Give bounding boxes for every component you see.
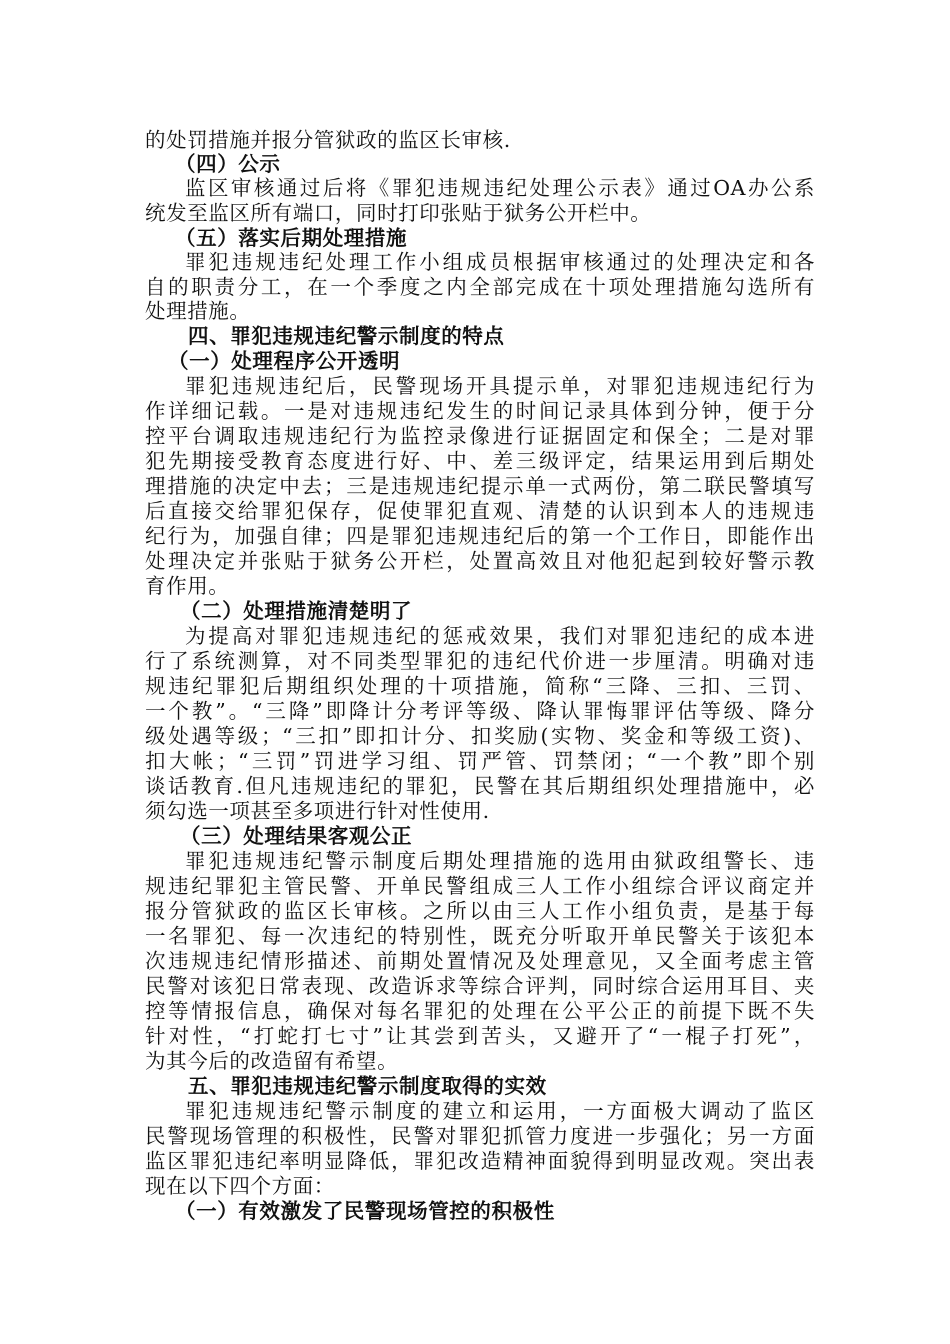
body-text-line: 后直接交给罪犯保存，促使罪犯直观、清楚的认识到本人的违规违 [145, 499, 815, 523]
section-heading: （三）处理结果客观公正 [180, 824, 413, 848]
body-text-line: 罪犯违规违纪警示制度的建立和运用，一方面极大调动了监区 [185, 1099, 815, 1123]
body-text-line: 处理决定并张贴于狱务公开栏，处置高效且对他犯起到较好警示教 [145, 549, 815, 573]
body-text-line: 统发至监区所有端口，同时打印张贴于狱务公开栏中。 [145, 201, 652, 225]
body-text-line: 级处遇等级；“三扣”即扣计分、扣奖励(实物、奖金和等级工资)、 [145, 724, 815, 748]
section-heading: （一）处理程序公开透明 [168, 349, 401, 373]
body-text-line: 监区审核通过后将《罪犯违规违纪处理公示表》通过OA办公系 [185, 176, 815, 200]
body-text-line: 纪行为，加强自律；四是罪犯违规违纪后的第一个工作日，即能作出 [145, 524, 815, 548]
section-heading: （二）处理措施清楚明了 [180, 599, 413, 623]
body-text-line: 罪犯违规违纪后，民警现场开具提示单，对罪犯违规违纪行为 [185, 374, 815, 398]
body-text-line: 犯先期接受教育态度进行好、中、差三级评定，结果运用到后期处 [145, 449, 815, 473]
body-text-line: 罪犯违规违纪警示制度后期处理措施的选用由狱政组警长、违 [185, 849, 815, 873]
body-text-line: 现在以下四个方面： [145, 1174, 335, 1198]
section-heading: （五）落实后期处理措施 [175, 226, 408, 250]
body-text-line: 针对性，“打蛇打七寸”让其尝到苦头，又避开了“一棍子打死”， [145, 1024, 815, 1048]
body-text-line: 报分管狱政的监区长审核。之所以由三人工作小组负责，是基于每 [145, 899, 815, 923]
section-heading: 五、罪犯违规违纪警示制度取得的实效 [188, 1074, 547, 1098]
body-text-line: 罪犯违规违纪处理工作小组成员根据审核通过的处理决定和各 [185, 250, 815, 274]
body-text-line: 作详细记载。一是对违规违纪发生的时间记录具体到分钟，便于分 [145, 399, 815, 423]
body-text-line: 次违规违纪情形描述、前期处置情况及处理意见，又全面考虑主管 [145, 949, 815, 973]
body-text-line: 一名罪犯、每一次违纪的特别性，既充分听取开单民警关于该犯本 [145, 924, 815, 948]
body-text-line: 规违纪罪犯后期组织处理的十项措施，简称“三降、三扣、三罚、 [145, 674, 815, 698]
body-text-line: 的处罚措施并报分管狱政的监区长审核. [145, 128, 511, 152]
section-heading: 四、罪犯违规违纪警示制度的特点 [188, 324, 505, 348]
body-text-line: 须勾选一项甚至多项进行针对性使用. [145, 799, 490, 823]
body-text-line: 民警对该犯日常表现、改造诉求等综合评判，同时综合运用耳目、夹 [145, 974, 815, 998]
body-text-line: 为提高对罪犯违规违纪的惩戒效果，我们对罪犯违纪的成本进 [185, 624, 815, 648]
body-text-line: 控平台调取违规违纪行为监控录像进行证据固定和保全；二是对罪 [145, 424, 815, 448]
body-text-line: 谈话教育.但凡违规违纪的罪犯，民警在其后期组织处理措施中，必 [145, 774, 815, 798]
body-text-line: 育作用。 [145, 574, 230, 598]
body-text-line: 理措施的决定中去；三是违规违纪提示单一式两份，第二联民警填写 [145, 474, 815, 498]
section-heading: （四）公示 [175, 152, 281, 176]
body-text-line: 控等情报信息，确保对每名罪犯的处理在公平公正的前提下既不失 [145, 999, 815, 1023]
body-text-line: 监区罪犯违纪率明显降低，罪犯改造精神面貌得到明显改观。突出表 [145, 1149, 815, 1173]
body-text-line: 处理措施。 [145, 299, 251, 323]
body-text-line: 扣大帐；“三罚”罚进学习组、罚严管、罚禁闭；“一个教”即个别 [145, 749, 815, 773]
body-text-line: 一个教”。“三降”即降计分考评等级、降认罪悔罪评估等级、降分 [145, 699, 815, 723]
body-text-line: 自的职责分工，在一个季度之内全部完成在十项处理措施勾选所有 [145, 275, 815, 299]
body-text-line: 行了系统测算，对不同类型罪犯的违纪代价进一步厘清。明确对违 [145, 649, 815, 673]
section-heading: （一）有效激发了民警现场管控的积极性 [175, 1199, 555, 1223]
body-text-line: 为其今后的改造留有希望。 [145, 1049, 399, 1073]
body-text-line: 规违纪罪犯主管民警、开单民警组成三人工作小组综合评议商定并 [145, 874, 815, 898]
body-text-line: 民警现场管理的积极性，民警对罪犯抓管力度进一步强化；另一方面 [145, 1124, 815, 1148]
